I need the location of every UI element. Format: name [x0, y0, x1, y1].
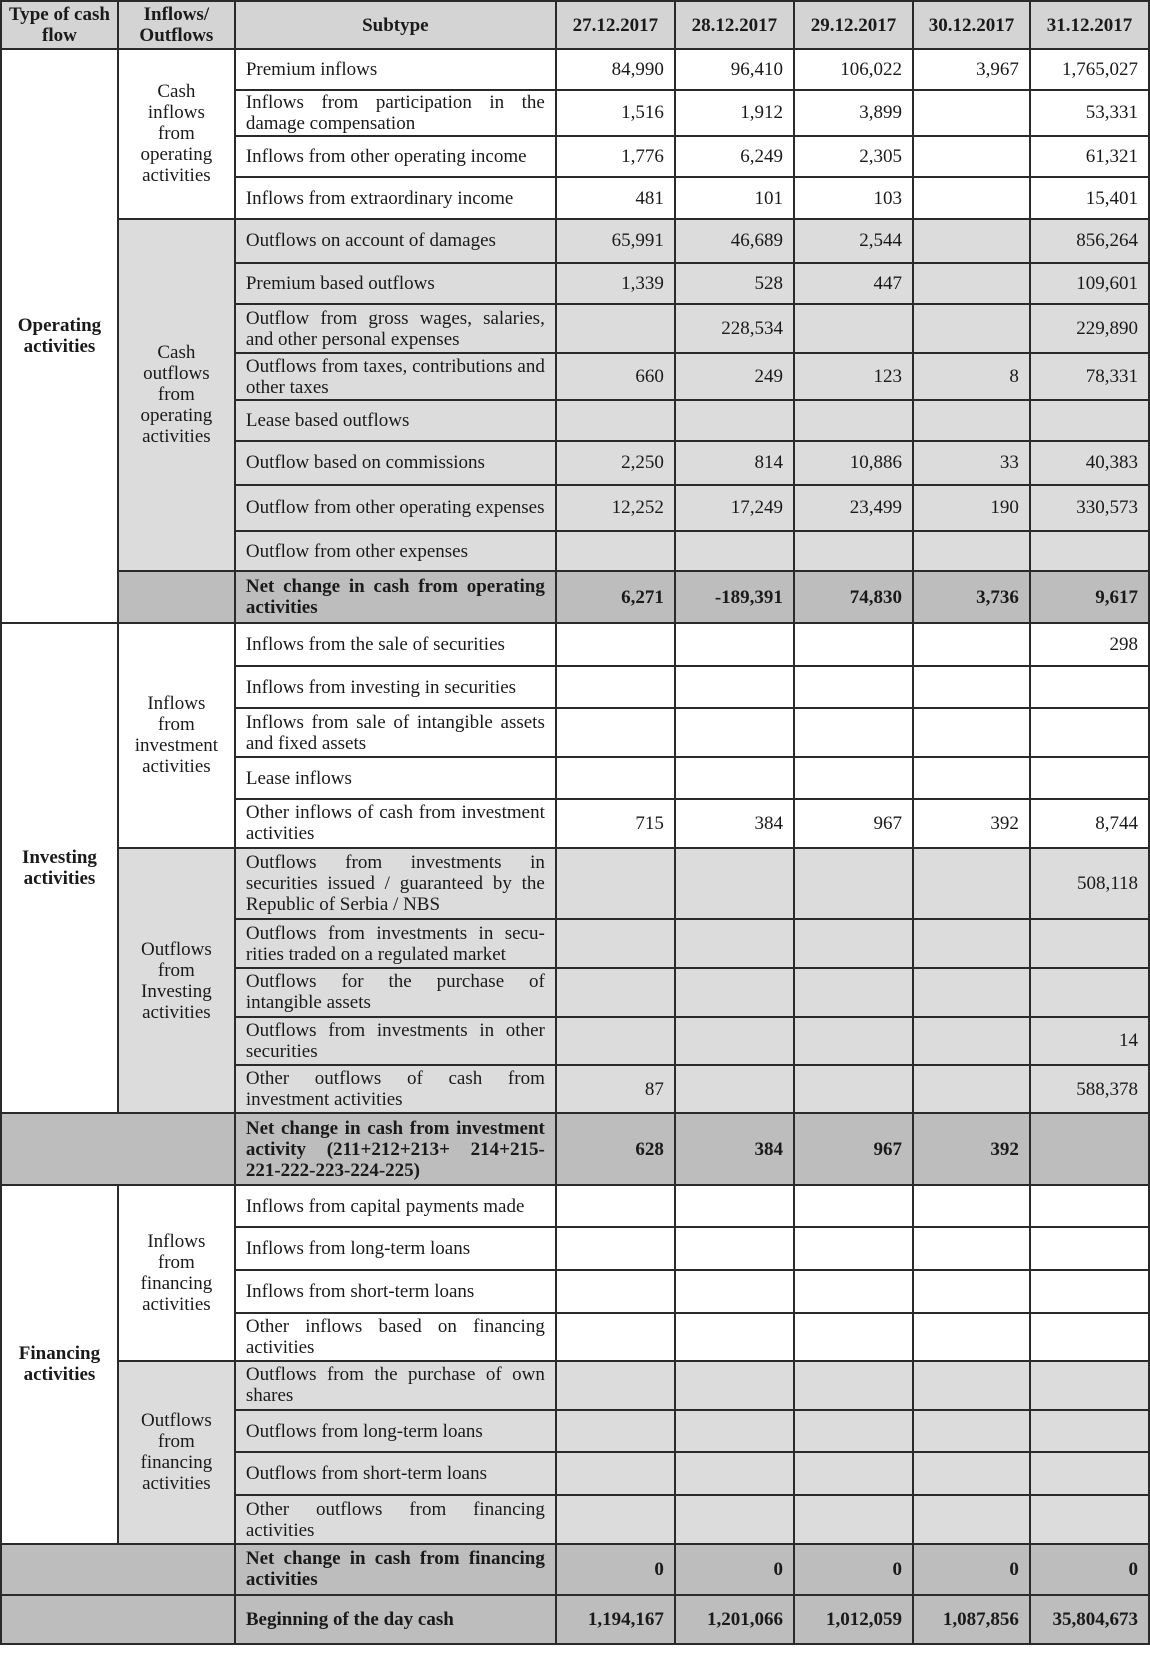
- value-cell: [913, 90, 1030, 136]
- value-cell: -189,391: [675, 571, 794, 623]
- value-cell: [913, 531, 1030, 571]
- value-cell: [794, 1495, 913, 1544]
- value-cell: 8,744: [1030, 799, 1149, 848]
- value-cell: [675, 1017, 794, 1065]
- value-cell: 3,899: [794, 90, 913, 136]
- value-cell: [913, 1017, 1030, 1065]
- value-cell: [794, 848, 913, 919]
- value-cell: [675, 1410, 794, 1453]
- value-cell: [556, 623, 675, 666]
- value-cell: [1030, 1495, 1149, 1544]
- subtype-label: Other outflows of cash from investment activities: [235, 1065, 556, 1114]
- value-cell: [913, 666, 1030, 709]
- value-cell: 384: [675, 799, 794, 848]
- value-cell: [1030, 1270, 1149, 1313]
- value-cell: 1,516: [556, 90, 675, 136]
- value-cell: 61,321: [1030, 136, 1149, 178]
- header-subtype: Subtype: [235, 1, 556, 49]
- value-cell: 10,886: [794, 441, 913, 485]
- header-date: 27.12.2017: [556, 1, 675, 49]
- subtype-label: Other inflows based on financing activities: [235, 1313, 556, 1361]
- value-cell: [1030, 1227, 1149, 1270]
- value-cell: 40,383: [1030, 441, 1149, 485]
- value-cell: 9,617: [1030, 571, 1149, 623]
- net-change-row: [1, 1544, 1149, 1595]
- header-date: 30.12.2017: [913, 1, 1030, 49]
- value-cell: 2,305: [794, 136, 913, 178]
- value-cell: [556, 1017, 675, 1065]
- value-cell: [556, 968, 675, 1017]
- value-cell: [675, 1361, 794, 1410]
- value-cell: [675, 757, 794, 799]
- value-cell: [1030, 1185, 1149, 1228]
- value-cell: [1030, 1410, 1149, 1453]
- value-cell: [675, 1227, 794, 1270]
- value-cell: 123: [794, 353, 913, 400]
- value-cell: [794, 1452, 913, 1495]
- subtype-label: Inflows from long-term loans: [235, 1227, 556, 1270]
- net-change-row: [1, 1113, 1149, 1184]
- group-label: Outflows from Investing activities: [118, 848, 235, 1114]
- value-cell: [913, 1313, 1030, 1361]
- value-cell: [794, 968, 913, 1017]
- subtype-label: Outflow from other expenses: [235, 531, 556, 571]
- value-cell: [1030, 400, 1149, 441]
- value-cell: 967: [794, 1113, 913, 1184]
- value-cell: 2,250: [556, 441, 675, 485]
- value-cell: 0: [794, 1544, 913, 1595]
- value-cell: [794, 531, 913, 571]
- subtype-label: Net change in cash from investment activity (211+212+213+ 214+215-221-222-223-224-225): [235, 1113, 556, 1184]
- value-cell: [913, 919, 1030, 968]
- value-cell: [913, 1065, 1030, 1114]
- value-cell: [794, 1313, 913, 1361]
- value-cell: 3,967: [913, 49, 1030, 90]
- value-cell: [675, 1185, 794, 1228]
- value-cell: [556, 919, 675, 968]
- value-cell: 0: [913, 1544, 1030, 1595]
- value-cell: [556, 1185, 675, 1228]
- value-cell: [675, 848, 794, 919]
- subtype-label: Inflows from participation in the damage compensation: [235, 90, 556, 136]
- value-cell: [913, 136, 1030, 178]
- value-cell: 392: [913, 799, 1030, 848]
- beginning-cash-row: [1, 1595, 1149, 1644]
- value-cell: [794, 1361, 913, 1410]
- group-label: Cash outflows from operating activities: [118, 219, 235, 571]
- subtype-label: Other outflows from financing activities: [235, 1495, 556, 1544]
- value-cell: [1030, 708, 1149, 757]
- value-cell: 528: [675, 263, 794, 305]
- value-cell: 814: [675, 441, 794, 485]
- header-date: 29.12.2017: [794, 1, 913, 49]
- section-label-investing: Investing activities: [1, 623, 118, 1114]
- subtype-label: Outflows from short-term loans: [235, 1452, 556, 1495]
- value-cell: [556, 1410, 675, 1453]
- value-cell: 967: [794, 799, 913, 848]
- value-cell: 84,990: [556, 49, 675, 90]
- value-cell: [794, 623, 913, 666]
- value-cell: [675, 1452, 794, 1495]
- value-cell: 330,573: [1030, 485, 1149, 532]
- value-cell: [556, 1495, 675, 1544]
- value-cell: 628: [556, 1113, 675, 1184]
- value-cell: [556, 1227, 675, 1270]
- value-cell: [913, 177, 1030, 219]
- value-cell: 588,378: [1030, 1065, 1149, 1114]
- value-cell: 1,201,066: [675, 1595, 794, 1644]
- value-cell: 1,087,856: [913, 1595, 1030, 1644]
- header-date: 28.12.2017: [675, 1, 794, 49]
- value-cell: [556, 1313, 675, 1361]
- subtype-label: Outflows from investments in other securities: [235, 1017, 556, 1065]
- value-cell: 53,331: [1030, 90, 1149, 136]
- value-cell: [1030, 919, 1149, 968]
- value-cell: 1,776: [556, 136, 675, 178]
- value-cell: 298: [1030, 623, 1149, 666]
- value-cell: [675, 1065, 794, 1114]
- table-row: [1, 1361, 1149, 1410]
- subtype-label: Inflows from short-term loans: [235, 1270, 556, 1313]
- subtype-label: Lease inflows: [235, 757, 556, 799]
- value-cell: [556, 757, 675, 799]
- value-cell: 17,249: [675, 485, 794, 532]
- value-cell: [556, 531, 675, 571]
- value-cell: [1030, 1113, 1149, 1184]
- section-label-operating: Operating activities: [1, 49, 118, 623]
- subtype-label: Outflow based on commissions: [235, 441, 556, 485]
- value-cell: [913, 400, 1030, 441]
- value-cell: 0: [675, 1544, 794, 1595]
- value-cell: [913, 263, 1030, 305]
- value-cell: [913, 968, 1030, 1017]
- value-cell: [675, 708, 794, 757]
- value-cell: 6,249: [675, 136, 794, 178]
- value-cell: 0: [1030, 1544, 1149, 1595]
- value-cell: [913, 1361, 1030, 1410]
- value-cell: [913, 219, 1030, 263]
- value-cell: [794, 1410, 913, 1453]
- header-type: Type of cash flow: [1, 1, 118, 49]
- value-cell: [913, 848, 1030, 919]
- table-row: [1, 623, 1149, 666]
- value-cell: 1,765,027: [1030, 49, 1149, 90]
- value-cell: [913, 623, 1030, 666]
- net-change-row: [1, 571, 1149, 623]
- value-cell: 15,401: [1030, 177, 1149, 219]
- value-cell: 229,890: [1030, 304, 1149, 353]
- value-cell: [794, 708, 913, 757]
- subtype-label: Outflows from investments in secu-rities traded on a regulated market: [235, 919, 556, 968]
- subtype-label: Net change in cash from financing activities: [235, 1544, 556, 1595]
- value-cell: 96,410: [675, 49, 794, 90]
- value-cell: 106,022: [794, 49, 913, 90]
- value-cell: 101: [675, 177, 794, 219]
- value-cell: [794, 1017, 913, 1065]
- value-cell: [675, 919, 794, 968]
- table-row: [1, 49, 1149, 90]
- value-cell: 508,118: [1030, 848, 1149, 919]
- value-cell: 74,830: [794, 571, 913, 623]
- value-cell: 87: [556, 1065, 675, 1114]
- value-cell: [1030, 1361, 1149, 1410]
- value-cell: [794, 1270, 913, 1313]
- value-cell: 447: [794, 263, 913, 305]
- value-cell: [794, 666, 913, 709]
- value-cell: 1,194,167: [556, 1595, 675, 1644]
- subtype-label: Outflows from investments in securities issued / guaranteed by the Republic of Serbia / NBS: [235, 848, 556, 919]
- value-cell: [556, 1270, 675, 1313]
- value-cell: 23,499: [794, 485, 913, 532]
- value-cell: 856,264: [1030, 219, 1149, 263]
- subtype-label: Premium based outflows: [235, 263, 556, 305]
- subtype-label: Premium inflows: [235, 49, 556, 90]
- value-cell: [675, 531, 794, 571]
- value-cell: 14: [1030, 1017, 1149, 1065]
- value-cell: 46,689: [675, 219, 794, 263]
- empty-cell: [1, 1544, 235, 1595]
- subtype-label: Inflows from capital payments made: [235, 1185, 556, 1228]
- value-cell: 249: [675, 353, 794, 400]
- value-cell: [675, 666, 794, 709]
- subtype-label: Inflows from extraordinary income: [235, 177, 556, 219]
- header-date: 31.12.2017: [1030, 1, 1149, 49]
- value-cell: [675, 1270, 794, 1313]
- value-cell: [913, 1185, 1030, 1228]
- value-cell: [1030, 757, 1149, 799]
- subtype-label: Net change in cash from operating activities: [235, 571, 556, 623]
- section-label-financing: Financing activities: [1, 1185, 118, 1544]
- value-cell: 0: [556, 1544, 675, 1595]
- value-cell: [675, 968, 794, 1017]
- value-cell: [675, 1495, 794, 1544]
- value-cell: [1030, 666, 1149, 709]
- value-cell: [556, 1452, 675, 1495]
- value-cell: [675, 1313, 794, 1361]
- value-cell: 33: [913, 441, 1030, 485]
- group-label: Inflows from financing activities: [118, 1185, 235, 1361]
- subtype-label: Outflows for the purchase of intangible assets: [235, 968, 556, 1017]
- value-cell: [556, 708, 675, 757]
- value-cell: [913, 1270, 1030, 1313]
- table-row: [1, 848, 1149, 919]
- value-cell: [794, 304, 913, 353]
- group-label: Inflows from investment activities: [118, 623, 235, 848]
- value-cell: 78,331: [1030, 353, 1149, 400]
- value-cell: 65,991: [556, 219, 675, 263]
- value-cell: [675, 400, 794, 441]
- value-cell: [556, 848, 675, 919]
- subtype-label: Outflows from the purchase of own shares: [235, 1361, 556, 1410]
- value-cell: [794, 1065, 913, 1114]
- value-cell: [794, 1227, 913, 1270]
- value-cell: 1,912: [675, 90, 794, 136]
- value-cell: [913, 757, 1030, 799]
- subtype-label: Inflows from other operating income: [235, 136, 556, 178]
- value-cell: [913, 1227, 1030, 1270]
- subtype-label: Inflows from investing in securities: [235, 666, 556, 709]
- value-cell: [794, 757, 913, 799]
- subtype-label: Outflows from long-term loans: [235, 1410, 556, 1453]
- value-cell: 715: [556, 799, 675, 848]
- subtype-label: Inflows from the sale of securities: [235, 623, 556, 666]
- value-cell: [913, 1452, 1030, 1495]
- value-cell: [1030, 1452, 1149, 1495]
- subtype-label: Inflows from sale of intangible assets and fixed assets: [235, 708, 556, 757]
- value-cell: 481: [556, 177, 675, 219]
- value-cell: [556, 400, 675, 441]
- value-cell: [556, 666, 675, 709]
- value-cell: [1030, 968, 1149, 1017]
- value-cell: 392: [913, 1113, 1030, 1184]
- value-cell: 103: [794, 177, 913, 219]
- value-cell: [794, 400, 913, 441]
- value-cell: [913, 1410, 1030, 1453]
- value-cell: [794, 919, 913, 968]
- value-cell: 3,736: [913, 571, 1030, 623]
- empty-cell: [118, 571, 235, 623]
- value-cell: [556, 304, 675, 353]
- value-cell: [556, 1361, 675, 1410]
- value-cell: [1030, 1313, 1149, 1361]
- value-cell: 228,534: [675, 304, 794, 353]
- value-cell: 660: [556, 353, 675, 400]
- empty-cell: [1, 1595, 235, 1644]
- value-cell: 8: [913, 353, 1030, 400]
- group-label: Outflows from financing activities: [118, 1361, 235, 1544]
- subtype-label: Beginning of the day cash: [235, 1595, 556, 1644]
- value-cell: [1030, 531, 1149, 571]
- value-cell: [675, 623, 794, 666]
- value-cell: 109,601: [1030, 263, 1149, 305]
- empty-cell: [1, 1113, 235, 1184]
- group-label: Cash inflows from operating activities: [118, 49, 235, 219]
- value-cell: [913, 1495, 1030, 1544]
- header-row: [1, 1, 1149, 49]
- subtype-label: Outflows on account of damages: [235, 219, 556, 263]
- subtype-label: Outflow from other operating expenses: [235, 485, 556, 532]
- subtype-label: Other inflows of cash from investment activities: [235, 799, 556, 848]
- table-row: [1, 219, 1149, 263]
- value-cell: [913, 708, 1030, 757]
- subtype-label: Outflow from gross wages, salaries, and other personal expenses: [235, 304, 556, 353]
- value-cell: 1,012,059: [794, 1595, 913, 1644]
- value-cell: 190: [913, 485, 1030, 532]
- header-inflows-outflows: Inflows/ Outflows: [118, 1, 235, 49]
- table-row: [1, 1185, 1149, 1228]
- value-cell: [794, 1185, 913, 1228]
- value-cell: 12,252: [556, 485, 675, 532]
- value-cell: 1,339: [556, 263, 675, 305]
- value-cell: 6,271: [556, 571, 675, 623]
- value-cell: [913, 304, 1030, 353]
- subtype-label: Lease based outflows: [235, 400, 556, 441]
- value-cell: 2,544: [794, 219, 913, 263]
- subtype-label: Outflows from taxes, contributions and other taxes: [235, 353, 556, 400]
- value-cell: 35,804,673: [1030, 1595, 1149, 1644]
- value-cell: 384: [675, 1113, 794, 1184]
